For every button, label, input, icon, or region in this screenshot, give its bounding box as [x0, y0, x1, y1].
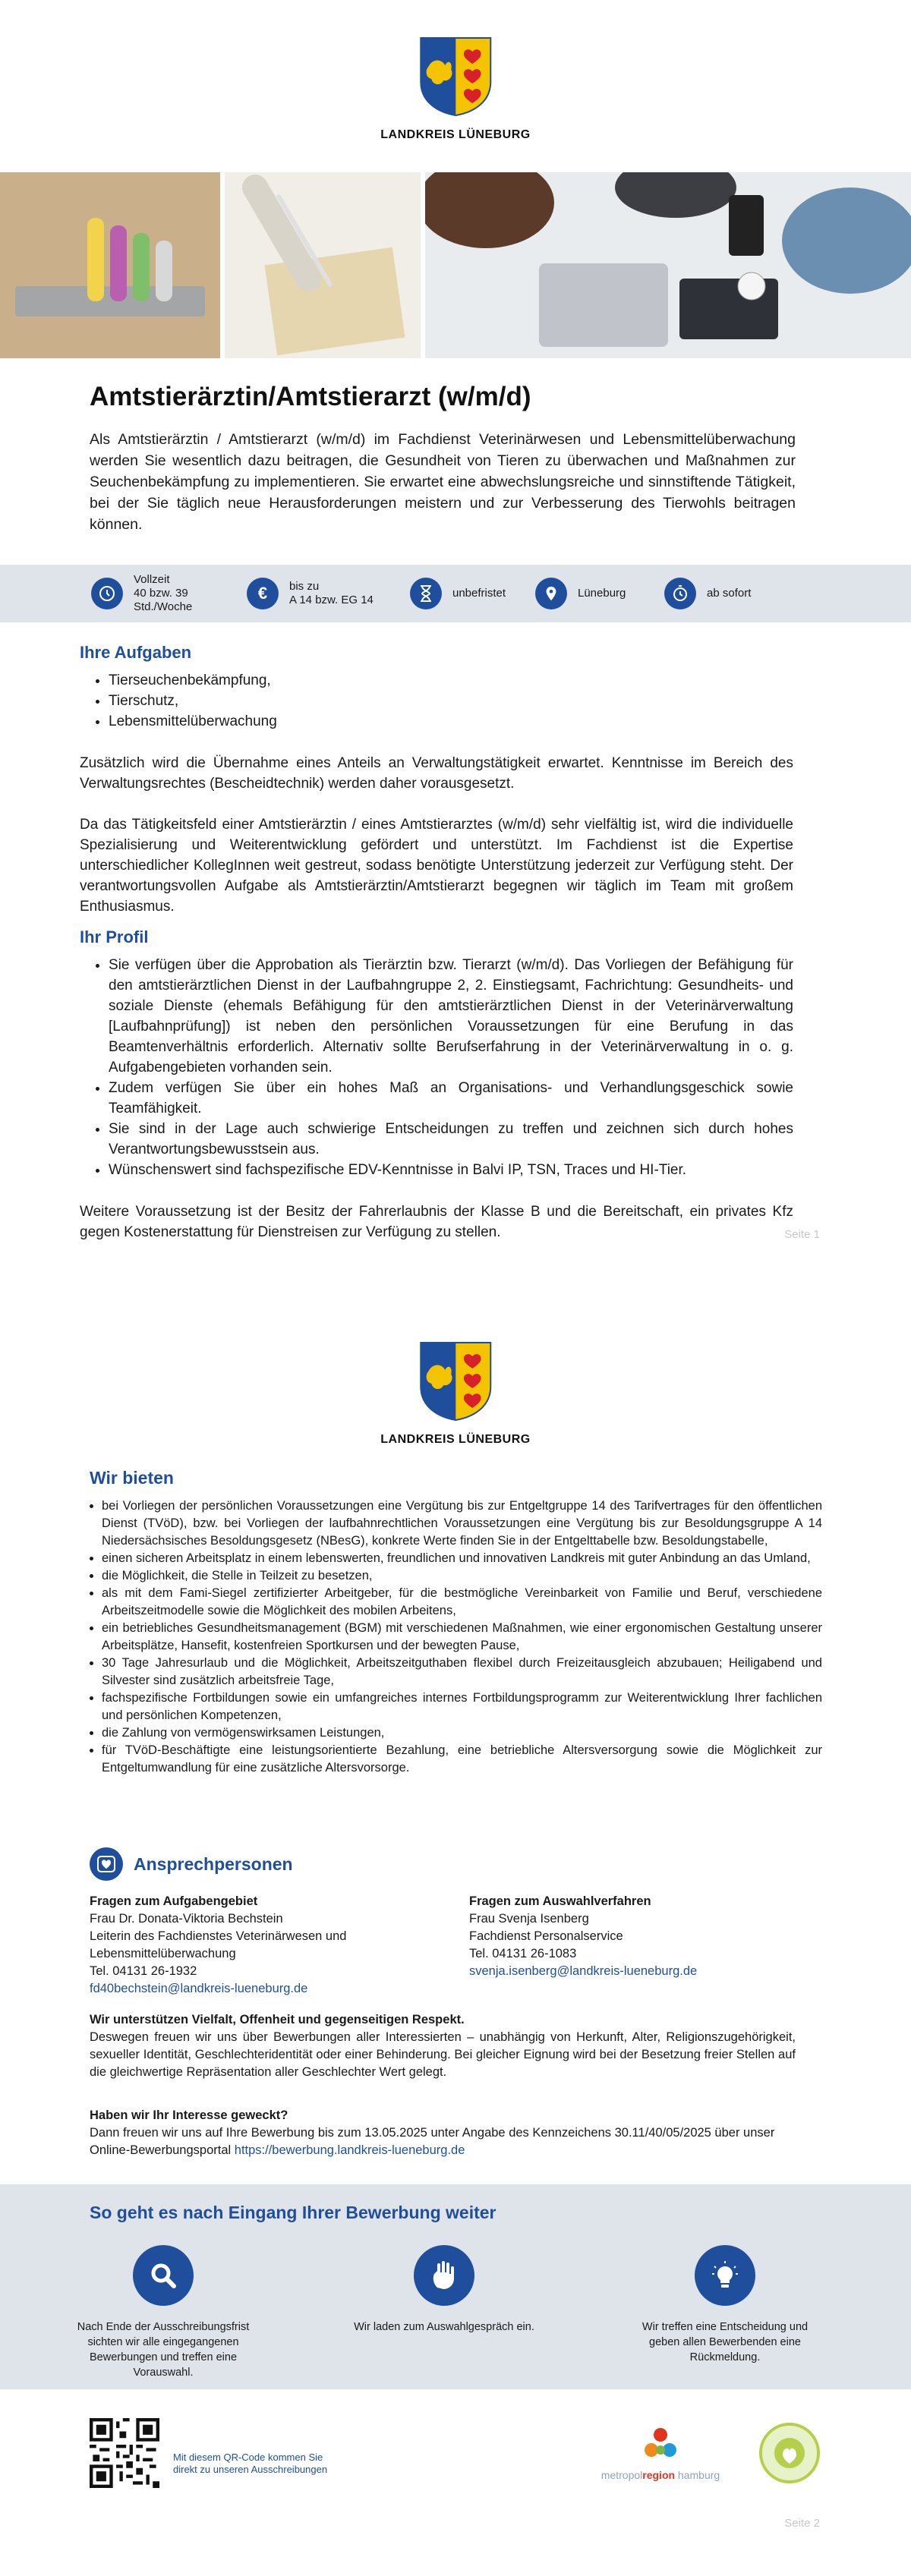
list-item: • Sie sind in der Lage auch schwierige Entscheidungen zu treffen und zeichnen sich durch hohes Verantwortungsbewusstsein aus. [109, 1119, 793, 1160]
job-title: Amtstierärztin/Amtstierarzt (w/m/d) [90, 382, 531, 411]
list-item: • die Möglichkeit, die Stelle in Teilzeit zu besetzen, [102, 1567, 822, 1585]
interest-text: Dann freuen wir uns auf Ihre Bewerbung bis zum 13.05.2025 unter Angabe des Kennzeichens 30.11/40/05/2025 über unser Online-Bewerbungsportal [90, 2126, 775, 2157]
logo-wordmark: LANDKREIS LÜNEBURG [380, 1433, 531, 1446]
contact-left-phone: Tel. 04131 26-1932 [90, 1964, 197, 1978]
fact-text: Vollzeit 40 bzw. 39 Std./Woche [134, 573, 193, 613]
fact-text: bis zu A 14 bzw. EG 14 [289, 580, 374, 606]
process-step-1 [65, 2245, 262, 2380]
list-item: • fachspezifische Fortbildungen sowie ein umfangreiches internes Fortbildungsprogramm zur Weiterentwicklung Ihrer fachlichen und persönlichen Kompetenzen, [102, 1690, 822, 1724]
interest-paragraph [90, 2124, 796, 2159]
list-item: • Tierschutz, [109, 691, 793, 711]
diversity-text: Deswegen freuen wir uns über Bewerbungen aller Interessierten – unabhängig von Herkunft, Alter, Religionszugehörigkeit, sexueller Identität, Geschlechteridentität oder einer Behinderung. Bei gleicher Eignung wird bei der Besetzung freier Stellen auf die gleichwertige Repräsentation aller Geschlechter Wert gelegt. [90, 2030, 796, 2079]
process-step-text: Wir treffen eine Entscheidung und geben allen Bewerbenden eine Rückmeldung. [641, 2321, 809, 2363]
page-number: Seite 1 [784, 1228, 820, 1241]
metropolregion-logo [592, 2424, 729, 2481]
contact-right-name: Frau Svenja Isenberg [469, 1912, 589, 1926]
euro-icon: € [247, 578, 279, 609]
contact-right-email[interactable]: svenja.isenberg@landkreis-lueneburg.de [469, 1964, 698, 1978]
tasks-heading: Ihre Aufgaben [80, 643, 192, 662]
qr-code-icon[interactable] [90, 2418, 159, 2488]
list-item: • Zudem verfügen Sie über ein hohes Maß an Organisations- und Verhandlungsgeschick sowie Teamfähigkeit. [109, 1078, 793, 1119]
list-item: • Wünschenswert sind fachspezifische EDV-Kenntnisse in Balvi IP, TSN, Traces und HI-Tier. [109, 1160, 793, 1180]
list-item: • als mit dem Fami-Siegel zertifizierter Arbeitgeber, für die bestmögliche Vereinbarkeit von Familie und Beruf, verschiedene Arbeitszeitmodelle sowie die Möglichkeit des mobilen Arbeitens, [102, 1585, 822, 1620]
search-icon [133, 2245, 194, 2306]
list-item: • 30 Tage Jahresurlaub und die Möglichkeit, Arbeitszeitguthaben flexibel durch Freizeitausgleich abzubauen; Heiligabend und Silvester sind zusätzlich arbeitsfreie Tage, [102, 1655, 822, 1690]
profile-paragraph: Weitere Voraussetzung ist der Besitz der Fahrerlaubnis der Klasse B und die Bereitschaft, ein privates Kfz gegen Kostenerstattung für Dienstreisen zur Verfügung zu stellen. [80, 1204, 793, 1240]
metro-word-b: region [642, 2469, 676, 2481]
contacts-header [90, 1847, 822, 1881]
profile-heading: Ihr Profil [80, 927, 149, 946]
application-portal-link[interactable]: https://bewerbung.landkreis-lueneburg.de [234, 2143, 465, 2157]
process-heading: So geht es nach Eingang Ihrer Bewerbung weiter [90, 2203, 496, 2222]
header-photos [0, 172, 911, 358]
list-item: • einen sicheren Arbeitsplatz in einem lebenswerten, freundlichen und innovativen Landkreis mit guter Anbindung an das Umland, [102, 1550, 822, 1567]
photo-test-tubes [0, 172, 220, 358]
process-section [0, 2184, 911, 2389]
contact-left-title: Fragen zum Aufgabengebiet [90, 1894, 258, 1908]
profile-list [80, 955, 793, 1180]
coat-of-arms-icon [419, 36, 492, 117]
fact-salary [247, 578, 410, 609]
fact-location [535, 578, 664, 609]
photo-writing-hand [225, 172, 421, 358]
photo-team-meeting [425, 172, 911, 358]
contacts-heading: Ansprechpersonen [134, 1853, 293, 1874]
metropolregion-icon [638, 2424, 683, 2467]
qr-caption: Mit diesem QR-Code kommen Sie direkt zu unseren Ausschreibungen [173, 2452, 328, 2475]
stopwatch-icon [664, 578, 696, 609]
tasks-paragraph-2: Da das Tätigkeitsfeld einer Amtstierärztin / eines Amtstierarztes (w/m/d) sehr vielfältig ist, wird die individuelle Spezialisierung und Weiterentwicklung gefördert und unterstützt. Im Fachdienst ist die Expertise unterschiedlicher KollegInnen weit gestreut, sodass benötigte Unterstützung jederzeit zur Verfügung steht. Der verantwortungsvollen Aufgabe als Amtstierärztin/Amtstierarzt begegnen wir täglich im Team mit großem Enthusiasmus. [80, 817, 793, 915]
fact-text: ab sofort [707, 587, 752, 600]
contact-left [90, 1893, 424, 1998]
process-step-text: Nach Ende der Ausschreibungsfrist sichten wir alle eingegangenen Bewerbungen und treffen eine Vorauswahl. [77, 2321, 250, 2379]
hand-icon [414, 2245, 474, 2306]
lightbulb-icon [695, 2245, 755, 2306]
metro-word-c: hamburg [675, 2469, 720, 2481]
contacts-section [90, 1847, 822, 1998]
list-item: • ein betriebliches Gesundheitsmanagement (BGM) mit verschiedenen Maßnahmen, wie einer ergonomischen Gestaltung unserer Arbeitsplätze, Hansefit, kostenfreien Sportkursen und der bewegten Pause, [102, 1620, 822, 1655]
list-item: • die Zahlung von vermögenswirksamen Leistungen, [102, 1724, 822, 1742]
diversity-heading: Wir unterstützen Vielfalt, Offenheit und gegenseitigen Respekt. [90, 2013, 465, 2026]
landkreis-logo [380, 36, 530, 142]
job-intro: Als Amtstierärztin / Amtstierarzt (w/m/d) im Fachdienst Veterinärwesen und Lebensmittelüberwachung werden Sie wesentlich dazu beitragen, die Gesundheit von Tieren zu überwachen und Maßnahmen zur Seuchenbekämpfung zu implementieren. Sie erwartet eine abwechslungsreiche und sinnstiftende Tätigkeit, bei der Sie täglich neue Herausforderungen meistern und zur Verbesserung des Tierwohls beitragen können. [90, 431, 796, 533]
contact-left-name: Frau Dr. Donata-Viktoria Bechstein [90, 1912, 283, 1926]
tasks-paragraph-1: Zusätzlich wird die Übernahme eines Anteils an Verwaltungstätigkeit erwartet. Kenntnisse im Bereich des Verwaltungsrechtes (Bescheidtechnik) werden daher vorausgesetzt. [80, 755, 793, 792]
list-item: • Lebensmittelüberwachung [109, 711, 793, 732]
offer-section [90, 1469, 822, 1777]
offer-list [90, 1497, 822, 1777]
contact-right [469, 1893, 803, 1998]
contact-right-role: Fachdienst Personalservice [469, 1929, 623, 1943]
contact-left-email[interactable]: fd40bechstein@landkreis-lueneburg.de [90, 1982, 308, 1995]
fact-duration [410, 578, 535, 609]
interest-section [90, 2107, 796, 2159]
landkreis-logo [380, 1341, 530, 1447]
family-seal-icon [759, 2423, 820, 2483]
logo-wordmark: LANDKREIS LÜNEBURG [380, 128, 531, 141]
process-step-3 [626, 2245, 824, 2365]
fact-text: Lüneburg [578, 587, 626, 600]
profile-section [80, 927, 793, 1242]
diversity-section [90, 2011, 796, 2081]
tasks-section [80, 642, 793, 917]
offer-heading: Wir bieten [90, 1468, 174, 1488]
clock-icon [91, 578, 123, 609]
fact-working-hours [91, 573, 247, 614]
page-number: Seite 2 [784, 2517, 820, 2530]
tasks-list [80, 670, 793, 732]
interest-heading: Haben wir Ihr Interesse geweckt? [90, 2108, 288, 2122]
key-facts-bar [0, 565, 911, 622]
metro-word-a: metropol [601, 2469, 643, 2481]
location-icon [535, 578, 567, 609]
process-step-text: Wir laden zum Auswahlgespräch ein. [354, 2321, 534, 2333]
fact-text: unbefristet [452, 587, 506, 600]
contact-right-phone: Tel. 04131 26-1083 [469, 1947, 577, 1960]
list-item: • für TVöD-Beschäftigte eine leistungsorientierte Bezahlung, eine betriebliche Altersversorgung sowie die Möglichkeit zur Entgeltumwandlung für eine zusätzliche Altersvorsorge. [102, 1742, 822, 1777]
hourglass-icon [410, 578, 442, 609]
contact-heart-icon [90, 1847, 123, 1881]
list-item: • Tierseuchenbekämpfung, [109, 670, 793, 691]
list-item: • bei Vorliegen der persönlichen Voraussetzungen eine Vergütung bis zur Entgeltgruppe 14 des Tarifvertrages für den öffentlichen Dienst (TVöD), bzw. bei Vorliegen der laufbahnrechtlichen Voraussetzungen eine Vergütung bis zur Besoldungsgruppe A 14 Niedersächsisches Besoldungsgesetz (NBesG), konkrete Werte finden Sie in der Entgelttabelle bzw. Besoldungstabelle, [102, 1497, 822, 1550]
process-step-2 [345, 2245, 543, 2335]
fact-start-date [664, 578, 786, 609]
coat-of-arms-icon [419, 1341, 492, 1422]
contact-left-role: Leiterin des Fachdienstes Veterinärwesen und Lebensmittelüberwachung [90, 1929, 347, 1960]
list-item: • Sie verfügen über die Approbation als Tierärztin bzw. Tierarzt (w/m/d). Das Vorliegen der Befähigung für den amtstierärztlichen Dienst in der Laufbahngruppe 2, 2. Einstiegsamt, Fachrichtung: Gesundheits- und soziale Dienste (ehemals Befähigung für den amtstierärztlichen Dienst in der Veterinärverwaltung [Laufbahnprüfung]) ist neben den persönlichen Voraussetzungen für eine Berufung in das Beamtenverhältnis erforderlich. Alternativ sollte Berufserfahrung in der Veterinärverwaltung in o. g. Aufgabengebieten vorhanden sein. [109, 955, 793, 1078]
contact-right-title: Fragen zum Auswahlverfahren [469, 1894, 651, 1908]
